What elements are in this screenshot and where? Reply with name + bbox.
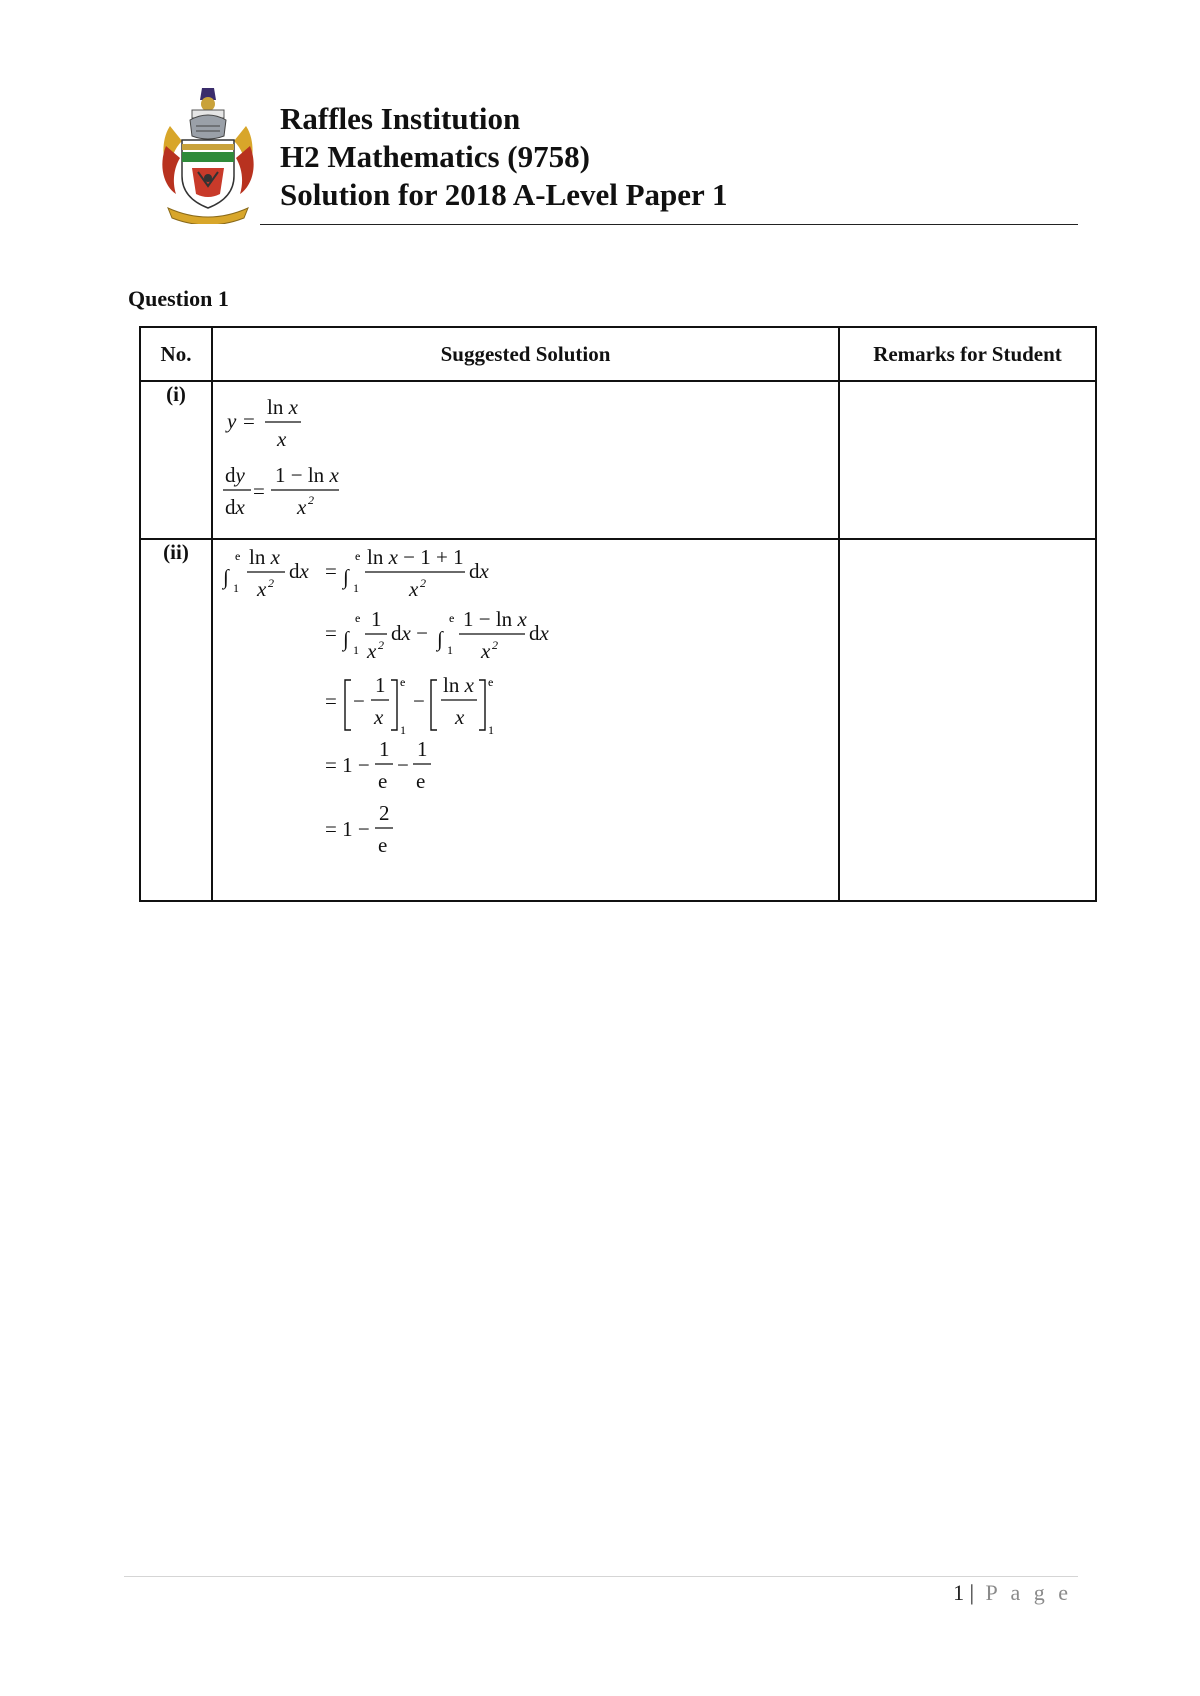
part-number: (ii) [140,539,212,901]
svg-text:∫: ∫ [437,627,443,651]
svg-text:1 − ln x: 1 − ln x [463,607,527,631]
svg-text:=: = [253,479,265,503]
svg-text:1: 1 [233,581,239,595]
question-title: Question 1 [128,286,229,311]
svg-text:x: x [367,639,377,663]
svg-text:dx: dx [529,621,549,645]
svg-text:1 − ln x: 1 − ln x [275,463,339,487]
svg-text:2: 2 [379,801,390,825]
svg-text:1: 1 [417,737,428,761]
table-header-row [140,327,1096,381]
svg-text:1: 1 [488,723,494,737]
svg-text:−: − [397,753,409,777]
table-row [140,539,1096,901]
svg-text:dx: dx [289,559,309,583]
math-part-ii [213,540,838,898]
page-separator: | [969,1580,975,1605]
subject-title: H2 Mathematics (9758) [280,139,590,174]
header-no: No. [140,327,212,381]
header-suggested-solution: Suggested Solution [212,327,839,381]
svg-text:dx −: dx − [391,621,428,645]
svg-text:e: e [355,549,361,563]
document-header [280,100,728,214]
svg-text:x: x [297,495,307,519]
svg-text:x: x [481,639,491,663]
svg-text:dx: dx [225,495,245,519]
svg-text:x: x [409,577,419,601]
svg-text:e: e [378,833,388,857]
svg-text:1: 1 [353,643,359,657]
svg-text:x: x [374,705,384,729]
svg-text:∫: ∫ [223,565,229,589]
svg-text:1: 1 [375,673,386,697]
institution-name: Raffles Institution [280,101,521,136]
svg-text:1: 1 [353,581,359,595]
svg-text:e: e [488,675,494,689]
svg-text:ln x: ln x [267,395,298,419]
school-crest-logo [158,86,258,224]
svg-text:x: x [277,427,287,451]
header-remarks: Remarks for Student [839,327,1096,381]
remarks-cell [839,381,1096,539]
svg-text:x: x [455,705,465,729]
solution-part-i [212,381,839,539]
svg-text:e: e [378,769,388,793]
header-divider [260,224,1078,225]
footer-divider [124,1576,1078,1577]
svg-text:ln x: ln x [249,545,280,569]
part-number: (i) [140,381,212,539]
svg-text:=: = [243,409,255,433]
svg-text:=: = [325,689,337,713]
svg-text:=: = [325,559,337,583]
svg-text:∫: ∫ [343,627,349,651]
svg-text:e: e [235,549,241,563]
math-part-i [213,382,838,536]
svg-text:2: 2 [492,638,498,652]
svg-text:dy: dy [225,463,245,487]
svg-text:1: 1 [447,643,453,657]
table-row [140,381,1096,539]
svg-text:−: − [353,689,365,713]
page-footer [953,1580,1072,1606]
svg-text:2: 2 [420,576,426,590]
svg-text:e: e [355,611,361,625]
svg-text:=: = [325,621,337,645]
svg-text:x: x [257,577,267,601]
document-title: Solution for 2018 A-Level Paper 1 [280,177,728,212]
svg-text:ln x: ln x [443,673,474,697]
solution-table [139,326,1097,902]
svg-text:dx: dx [469,559,489,583]
svg-text:1: 1 [371,607,382,631]
svg-text:2: 2 [378,638,384,652]
svg-text:2: 2 [268,576,274,590]
page-number: 1 [953,1580,965,1605]
svg-text:2: 2 [308,493,314,507]
svg-text:ln x − 1 + 1: ln x − 1 + 1 [367,545,464,569]
svg-text:e: e [400,675,406,689]
svg-text:∫: ∫ [343,565,349,589]
svg-text:= 1 −: = 1 − [325,817,370,841]
svg-text:= 1 −: = 1 − [325,753,370,777]
page-label: P a g e [985,1580,1072,1605]
svg-text:e: e [416,769,426,793]
remarks-cell [839,539,1096,901]
svg-text:e: e [449,611,455,625]
svg-text:1: 1 [400,723,406,737]
svg-text:−: − [413,689,425,713]
svg-text:y: y [227,409,237,433]
svg-text:1: 1 [379,737,390,761]
solution-part-ii [212,539,839,901]
